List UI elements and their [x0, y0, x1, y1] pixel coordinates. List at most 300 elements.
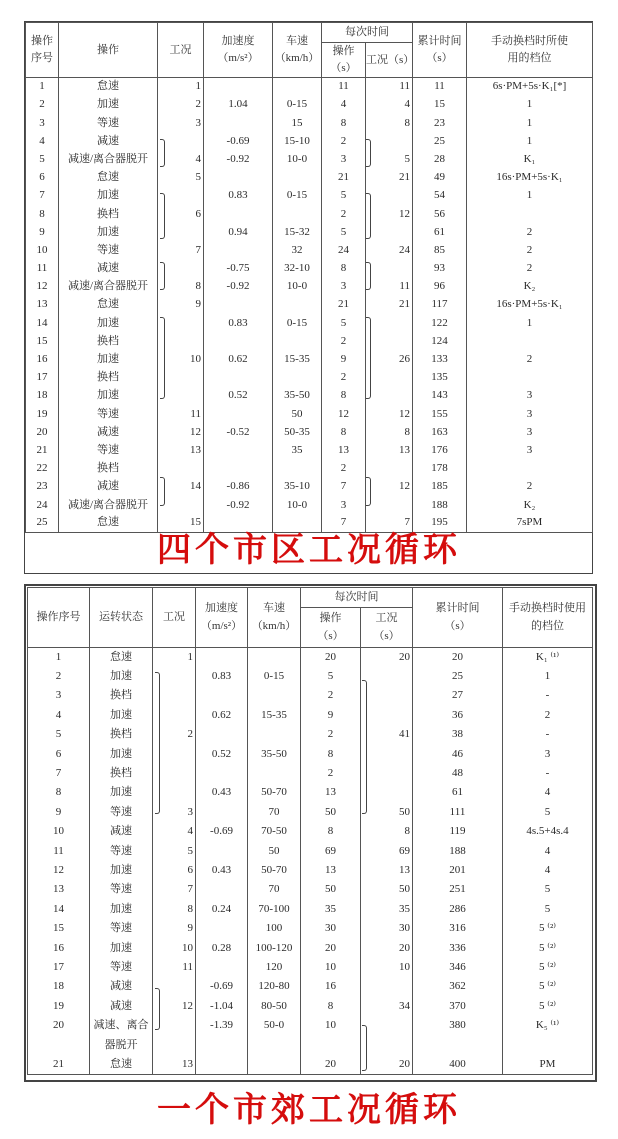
acceleration-cell	[204, 405, 273, 423]
operation-cell: 加速	[90, 900, 153, 919]
op-time-cell: 5	[301, 667, 361, 686]
table-row	[28, 686, 593, 705]
brace-icon	[155, 988, 160, 1030]
acceleration-cell: 0.62	[204, 350, 273, 368]
operation-cell: 加速	[59, 96, 158, 114]
table-row	[26, 405, 593, 423]
op-time-cell: 8	[322, 387, 366, 405]
table-row	[26, 278, 593, 296]
op-time-cell: 2	[322, 205, 366, 223]
mode-cell: 7	[158, 241, 204, 259]
speed-cell: 10-0	[273, 150, 322, 168]
gear-cell: K₁ ⁽¹⁾	[503, 648, 593, 667]
gear-cell: 3	[467, 387, 593, 405]
op-time-cell: 24	[322, 241, 366, 259]
header-mode: 工况	[158, 23, 204, 78]
header-op-time: 操作 （s）	[322, 43, 366, 78]
acceleration-cell: 0.52	[204, 387, 273, 405]
table-row	[26, 150, 593, 168]
cumulative-time-cell: 20	[413, 648, 503, 667]
cumulative-time-cell: 122	[413, 314, 467, 332]
seq-cell: 14	[26, 314, 59, 332]
mode-time-cell: 11	[366, 278, 413, 296]
acceleration-cell: -1.04	[196, 997, 248, 1016]
op-time-cell: 7	[322, 478, 366, 496]
table-row	[28, 958, 593, 977]
mode-time-cell: 21	[366, 169, 413, 187]
operation-cell: 减速	[90, 997, 153, 1016]
seq-cell: 13	[26, 296, 59, 314]
header-acceleration: 加速度 （m/s²）	[196, 588, 248, 648]
header-acceleration: 加速度 （m/s²）	[204, 23, 273, 78]
seq-cell: 24	[26, 496, 59, 514]
mode-time-cell	[366, 369, 413, 387]
mode-cell: 7	[153, 880, 196, 899]
operation-cell: 换档	[90, 725, 153, 744]
speed-cell: 120-80	[248, 977, 301, 996]
header-gear: 手动换档时使用的档位	[503, 588, 593, 648]
mode-time-cell: 4	[366, 96, 413, 114]
acceleration-cell	[204, 332, 273, 350]
seq-cell	[28, 1035, 90, 1054]
mode-time-cell	[366, 223, 413, 241]
op-time-cell: 13	[301, 861, 361, 880]
seq-cell: 10	[26, 241, 59, 259]
op-time-cell: 8	[322, 114, 366, 132]
op-time-cell: 9	[301, 706, 361, 725]
op-time-cell: 2	[322, 132, 366, 150]
acceleration-cell: 0.94	[204, 223, 273, 241]
speed-cell: 50-35	[273, 423, 322, 441]
table-row	[28, 725, 593, 744]
header-mode: 工况	[153, 588, 196, 648]
mode-time-cell: 24	[366, 241, 413, 259]
op-time-cell: 21	[322, 296, 366, 314]
table-row	[28, 803, 593, 822]
table-row	[26, 169, 593, 187]
mode-cell: 13	[158, 441, 204, 459]
seq-cell: 7	[26, 187, 59, 205]
cumulative-time-cell: 48	[413, 764, 503, 783]
cumulative-time-cell: 316	[413, 919, 503, 938]
mode-time-cell: 8	[361, 822, 413, 841]
speed-cell: 70-50	[248, 822, 301, 841]
seq-cell: 5	[28, 725, 90, 744]
mode-time-cell: 12	[366, 478, 413, 496]
operation-cell: 器脱开	[90, 1035, 153, 1054]
speed-cell: 50-70	[248, 861, 301, 880]
cumulative-time-cell: 201	[413, 861, 503, 880]
gear-cell: -	[503, 686, 593, 705]
acceleration-cell	[196, 841, 248, 860]
cumulative-time-cell: 25	[413, 667, 503, 686]
operation-cell: 加速	[59, 387, 158, 405]
operation-cell: 减速/离合器脱开	[59, 496, 158, 514]
table-row	[26, 332, 593, 350]
cumulative-time-cell: 49	[413, 169, 467, 187]
operation-cell: 加速	[59, 350, 158, 368]
speed-cell	[273, 78, 322, 96]
gear-cell: 2	[467, 241, 593, 259]
cumulative-time-cell: 46	[413, 744, 503, 763]
urban-table-body	[26, 78, 593, 533]
seq-cell: 16	[26, 350, 59, 368]
mode-cell	[158, 460, 204, 478]
gear-cell: 1	[467, 132, 593, 150]
speed-cell: 100-120	[248, 938, 301, 957]
seq-cell: 14	[28, 900, 90, 919]
speed-cell: 70	[248, 880, 301, 899]
cumulative-time-cell: 176	[413, 441, 467, 459]
cumulative-time-cell: 188	[413, 841, 503, 860]
acceleration-cell	[204, 78, 273, 96]
cumulative-time-cell: 54	[413, 187, 467, 205]
mode-cell: 2	[153, 725, 196, 744]
cumulative-time-cell: 85	[413, 241, 467, 259]
seq-cell: 17	[28, 958, 90, 977]
gear-cell: 1	[467, 114, 593, 132]
mode-time-cell: 8	[366, 114, 413, 132]
suburban-cycle-title: 一个市郊工况循环	[157, 1090, 461, 1130]
table-row	[26, 296, 593, 314]
gear-cell: 1	[503, 667, 593, 686]
speed-cell: 50-70	[248, 783, 301, 802]
brace-icon	[160, 477, 165, 506]
op-time-cell: 16	[301, 977, 361, 996]
gear-cell: 2	[467, 223, 593, 241]
table-row	[26, 78, 593, 96]
op-time-cell: 10	[301, 958, 361, 977]
seq-cell: 22	[26, 460, 59, 478]
mode-time-cell	[361, 764, 413, 783]
seq-cell: 10	[28, 822, 90, 841]
table-row	[28, 841, 593, 860]
op-time-cell: 2	[301, 764, 361, 783]
table-row	[28, 919, 593, 938]
seq-cell: 21	[28, 1055, 90, 1074]
speed-cell: 80-50	[248, 997, 301, 1016]
op-time-cell: 5	[322, 223, 366, 241]
operation-cell: 减速	[59, 132, 158, 150]
mode-cell: 4	[153, 822, 196, 841]
speed-cell	[273, 460, 322, 478]
cumulative-time-cell: 28	[413, 150, 467, 168]
operation-cell: 换档	[59, 460, 158, 478]
op-time-cell: 13	[322, 441, 366, 459]
acceleration-cell: -0.69	[204, 132, 273, 150]
mode-time-cell: 10	[361, 958, 413, 977]
table-row	[26, 441, 593, 459]
speed-cell: 50	[248, 841, 301, 860]
operation-cell: 换档	[90, 764, 153, 783]
acceleration-cell: -0.52	[204, 423, 273, 441]
mode-time-cell: 20	[361, 648, 413, 667]
operation-cell: 换档	[59, 332, 158, 350]
acceleration-cell	[204, 369, 273, 387]
operation-cell: 换档	[90, 686, 153, 705]
brace-icon	[366, 262, 371, 290]
mode-cell: 5	[158, 169, 204, 187]
speed-cell: 35-50	[273, 387, 322, 405]
speed-cell: 70	[248, 803, 301, 822]
mode-time-cell	[366, 259, 413, 277]
gear-cell: -	[503, 764, 593, 783]
cumulative-time-cell: 163	[413, 423, 467, 441]
acceleration-cell	[196, 725, 248, 744]
gear-cell: 4s.5+4s.4	[503, 822, 593, 841]
header-each-time: 每次时间	[301, 588, 413, 608]
brace-icon	[362, 1025, 367, 1071]
mode-time-cell	[361, 1035, 413, 1054]
mode-time-cell	[361, 783, 413, 802]
speed-cell	[273, 332, 322, 350]
operation-cell: 怠速	[59, 169, 158, 187]
mode-time-cell: 8	[366, 423, 413, 441]
header-speed: 车速 （km/h）	[248, 588, 301, 648]
op-time-cell: 7	[322, 514, 366, 532]
acceleration-cell	[204, 114, 273, 132]
cumulative-time-cell: 135	[413, 369, 467, 387]
speed-cell: 15-32	[273, 223, 322, 241]
gear-cell: -	[503, 725, 593, 744]
brace-icon	[160, 262, 165, 290]
seq-cell: 17	[26, 369, 59, 387]
speed-cell: 0-15	[248, 667, 301, 686]
cumulative-time-cell: 400	[413, 1055, 503, 1074]
cumulative-time-cell: 25	[413, 132, 467, 150]
brace-icon	[160, 317, 165, 399]
table-row	[28, 938, 593, 957]
seq-cell: 7	[28, 764, 90, 783]
speed-cell: 0-15	[273, 96, 322, 114]
mode-time-cell	[366, 496, 413, 514]
mode-time-cell: 20	[361, 1055, 413, 1074]
cumulative-time-cell: 178	[413, 460, 467, 478]
acceleration-cell: 0.83	[204, 314, 273, 332]
table-row	[28, 1055, 593, 1074]
acceleration-cell: -1.39	[196, 1016, 248, 1035]
mode-cell: 10	[153, 938, 196, 957]
gear-cell: 3	[503, 744, 593, 763]
acceleration-cell: 0.43	[196, 861, 248, 880]
operation-cell: 加速	[90, 938, 153, 957]
mode-cell: 8	[153, 900, 196, 919]
speed-cell	[273, 169, 322, 187]
gear-cell: 5 ⁽²⁾	[503, 919, 593, 938]
op-time-cell: 69	[301, 841, 361, 860]
cumulative-time-cell: 251	[413, 880, 503, 899]
seq-cell: 11	[26, 259, 59, 277]
header-operating-state: 运转状态	[90, 588, 153, 648]
operation-cell: 减速/离合器脱开	[59, 278, 158, 296]
speed-cell	[248, 1035, 301, 1054]
cumulative-time-cell: 143	[413, 387, 467, 405]
cumulative-time-cell: 185	[413, 478, 467, 496]
seq-cell: 11	[28, 841, 90, 860]
mode-time-cell	[361, 706, 413, 725]
speed-cell: 10-0	[273, 278, 322, 296]
speed-cell: 100	[248, 919, 301, 938]
operation-cell: 加速	[90, 744, 153, 763]
gear-cell: 5	[503, 900, 593, 919]
mode-time-cell	[366, 387, 413, 405]
seq-cell: 3	[28, 686, 90, 705]
cumulative-time-cell: 362	[413, 977, 503, 996]
mode-cell: 14	[158, 478, 204, 496]
cumulative-time-cell: 111	[413, 803, 503, 822]
suburban-table-body	[28, 648, 593, 1075]
seq-cell: 5	[26, 150, 59, 168]
cumulative-time-cell: 93	[413, 259, 467, 277]
seq-cell: 1	[26, 78, 59, 96]
mode-time-cell: 20	[361, 938, 413, 957]
speed-cell	[248, 686, 301, 705]
op-time-cell: 8	[322, 423, 366, 441]
acceleration-cell	[196, 1035, 248, 1054]
gear-cell: 2	[467, 478, 593, 496]
header-mode-time: 工况 （s）	[361, 608, 413, 648]
table-row	[28, 997, 593, 1016]
table-row	[26, 132, 593, 150]
cumulative-time-cell: 117	[413, 296, 467, 314]
mode-time-cell: 13	[361, 861, 413, 880]
mode-cell: 6	[153, 861, 196, 880]
mode-time-cell: 5	[366, 150, 413, 168]
acceleration-cell	[196, 880, 248, 899]
seq-cell: 13	[28, 880, 90, 899]
cumulative-time-cell: 61	[413, 223, 467, 241]
op-time-cell: 9	[322, 350, 366, 368]
acceleration-cell: 0.28	[196, 938, 248, 957]
speed-cell: 15-10	[273, 132, 322, 150]
acceleration-cell	[204, 241, 273, 259]
mode-cell: 13	[153, 1055, 196, 1074]
operation-cell: 等速	[59, 441, 158, 459]
acceleration-cell: -0.75	[204, 259, 273, 277]
gear-cell	[467, 369, 593, 387]
seq-cell: 9	[26, 223, 59, 241]
seq-cell: 15	[26, 332, 59, 350]
gear-cell: K₂	[467, 496, 593, 514]
op-time-cell: 8	[301, 744, 361, 763]
table-row	[28, 861, 593, 880]
mode-cell: 5	[153, 841, 196, 860]
header-speed: 车速 （km/h）	[273, 23, 322, 78]
speed-cell	[273, 296, 322, 314]
speed-cell: 0-15	[273, 187, 322, 205]
op-time-cell: 2	[322, 460, 366, 478]
op-time-cell: 20	[301, 648, 361, 667]
op-time-cell: 3	[322, 278, 366, 296]
gear-cell: 2	[503, 706, 593, 725]
operation-cell: 减速、离合	[90, 1016, 153, 1035]
gear-cell: 1	[467, 187, 593, 205]
brace-icon	[362, 680, 367, 814]
speed-cell: 70-100	[248, 900, 301, 919]
header-each-time: 每次时间	[322, 23, 413, 43]
operation-cell: 等速	[90, 958, 153, 977]
mode-time-cell	[361, 667, 413, 686]
urban-cycle-table	[25, 22, 593, 533]
mode-time-cell	[366, 132, 413, 150]
gear-cell: 16s·PM+5s·K₁	[467, 169, 593, 187]
acceleration-cell	[196, 764, 248, 783]
brace-icon	[160, 193, 165, 239]
operation-cell: 加速	[90, 706, 153, 725]
cumulative-time-cell: 61	[413, 783, 503, 802]
op-time-cell: 35	[301, 900, 361, 919]
acceleration-cell: -0.69	[196, 822, 248, 841]
speed-cell: 35	[273, 441, 322, 459]
seq-cell: 19	[26, 405, 59, 423]
mode-time-cell: 12	[366, 205, 413, 223]
gear-cell: K₅ ⁽¹⁾	[503, 1016, 593, 1035]
operation-cell: 等速	[59, 114, 158, 132]
table-row	[26, 460, 593, 478]
op-time-cell: 4	[322, 96, 366, 114]
gear-cell: 5 ⁽²⁾	[503, 938, 593, 957]
gear-cell: 4	[503, 861, 593, 880]
mode-cell: 4	[158, 150, 204, 168]
gear-cell: 2	[467, 350, 593, 368]
op-time-cell: 8	[301, 822, 361, 841]
speed-cell: 15-35	[248, 706, 301, 725]
speed-cell: 35-10	[273, 478, 322, 496]
op-time-cell: 50	[301, 803, 361, 822]
mode-cell: 15	[158, 514, 204, 532]
operation-cell: 减速/离合器脱开	[59, 150, 158, 168]
acceleration-cell	[204, 296, 273, 314]
gear-cell: 5 ⁽²⁾	[503, 958, 593, 977]
table-row	[26, 478, 593, 496]
op-time-cell: 30	[301, 919, 361, 938]
op-time-cell: 11	[322, 78, 366, 96]
gear-cell: 5 ⁽²⁾	[503, 977, 593, 996]
header-seq: 操作序号	[28, 588, 90, 648]
speed-cell: 50	[273, 405, 322, 423]
mode-cell: 9	[153, 919, 196, 938]
seq-cell: 4	[26, 132, 59, 150]
cumulative-time-cell: 15	[413, 96, 467, 114]
mode-time-cell: 50	[361, 803, 413, 822]
operation-cell: 加速	[90, 861, 153, 880]
op-time-cell: 5	[322, 314, 366, 332]
table-row	[28, 764, 593, 783]
operation-cell: 怠速	[59, 514, 158, 532]
seq-cell: 6	[26, 169, 59, 187]
mode-time-cell: 11	[366, 78, 413, 96]
gear-cell	[467, 332, 593, 350]
acceleration-cell	[196, 648, 248, 667]
table-row	[28, 783, 593, 802]
mode-cell: 12	[153, 997, 196, 1016]
table-row	[26, 259, 593, 277]
table-row	[28, 977, 593, 996]
gear-cell: 3	[467, 441, 593, 459]
cumulative-time-cell: 36	[413, 706, 503, 725]
speed-cell	[248, 1055, 301, 1074]
mode-cell: 12	[158, 423, 204, 441]
cumulative-time-cell	[413, 1035, 503, 1054]
speed-cell	[248, 725, 301, 744]
gear-cell	[467, 205, 593, 223]
operation-cell: 等速	[59, 405, 158, 423]
speed-cell: 15	[273, 114, 322, 132]
acceleration-cell: -0.92	[204, 496, 273, 514]
table-row	[26, 241, 593, 259]
op-time-cell: 20	[301, 1055, 361, 1074]
table-row	[26, 387, 593, 405]
